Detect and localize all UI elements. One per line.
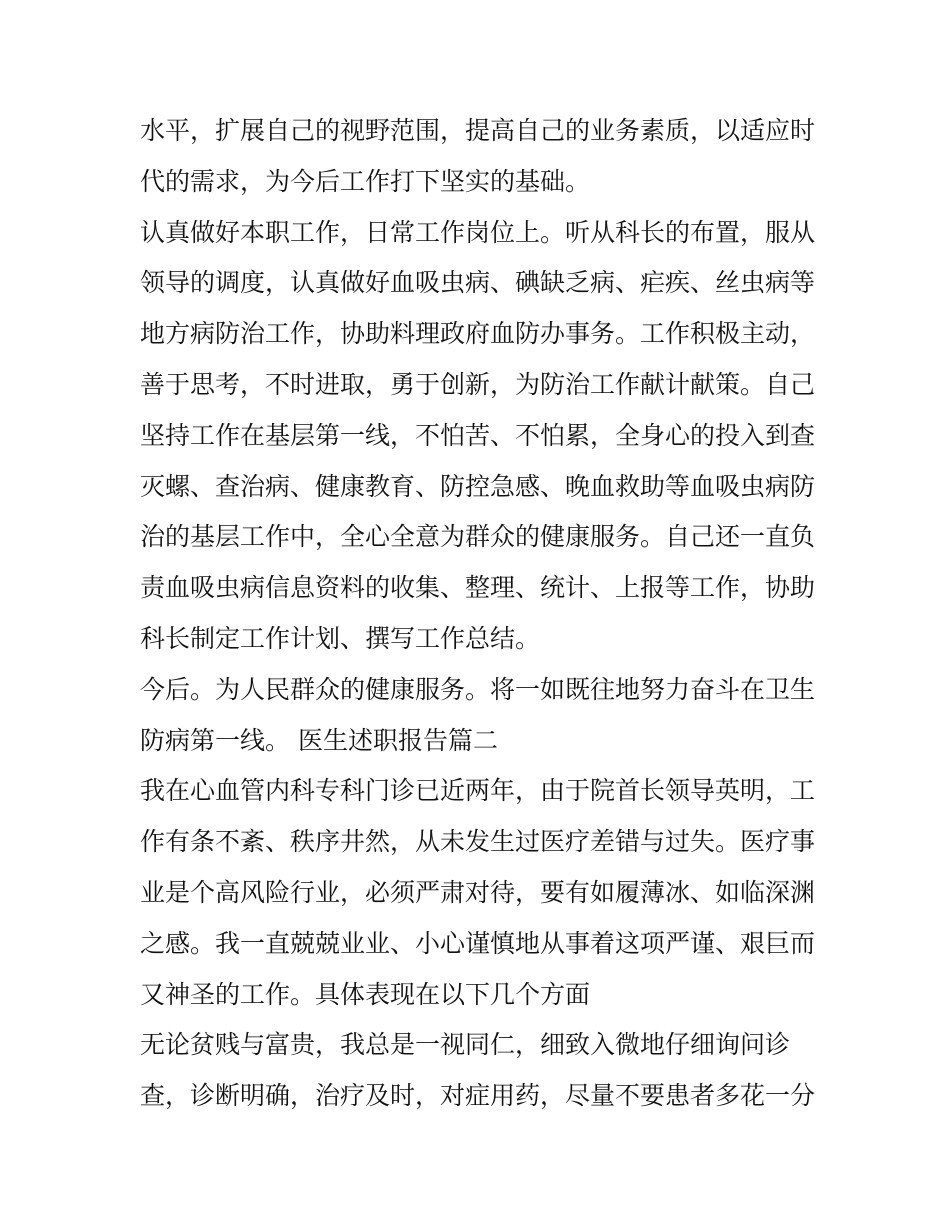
- text-line: 坚持工作在基层第一线，不怕苦、不怕累，全身心的投入到查: [140, 420, 816, 450]
- text-line: 水平，扩展自己的视野范围，提高自己的业务素质，以适应时: [140, 116, 816, 145]
- text-line: 地方病防治工作，协助料理政府血防办事务。工作积极主动，: [140, 319, 816, 349]
- text-line: 善于思考，不时进取，勇于创新，为防治工作献计献策。自己: [140, 369, 816, 399]
- text-line: 之感。我一直兢兢业业、小心谨慎地从事着这项严谨、艰巨而: [140, 928, 816, 958]
- text-line: 科长制定工作计划、撰写工作总结。: [140, 623, 541, 653]
- text-line: 业是个高风险行业，必须严肃对待，要有如履薄冰、如临深渊: [140, 877, 816, 907]
- text-line: 又神圣的工作。具体表现在以下几个方面: [140, 979, 591, 1009]
- text-line: 灭螺、查治病、健康教育、防控急感、晚血救助等血吸虫病防: [140, 471, 816, 501]
- text-line: 认真做好本职工作，日常工作岗位上。听从科长的布置，服从: [140, 217, 816, 247]
- text-line: 我在心血管内科专科门诊已近两年，由于院首长领导英明，工: [140, 776, 816, 806]
- document-body: [140, 106, 820, 1122]
- text-line: 作有条不紊、秩序井然，从未发生过医疗差错与过失。医疗事: [140, 827, 816, 857]
- text-line: 治的基层工作中，全心全意为群众的健康服务。自己还一直负: [140, 522, 816, 552]
- text-line: 今后。为人民群众的健康服务。将一如既往地努力奋斗在卫生: [140, 674, 816, 704]
- text-line: 领导的调度，认真做好血吸虫病、碘缺乏病、疟疾、丝虫病等: [140, 268, 816, 298]
- text-line: 代的需求，为今后工作打下坚实的基础。: [140, 166, 591, 196]
- text-line: 防病第一线。 医生述职报告篇二: [140, 725, 498, 755]
- text-line: 查，诊断明确，治疗及时，对症用药，尽量不要患者多花一分: [140, 1081, 816, 1111]
- text-line: 无论贫贱与富贵，我总是一视同仁，细致入微地仔细询问诊: [140, 1030, 791, 1060]
- text-line: 责血吸虫病信息资料的收集、整理、统计、上报等工作，协助: [140, 573, 816, 603]
